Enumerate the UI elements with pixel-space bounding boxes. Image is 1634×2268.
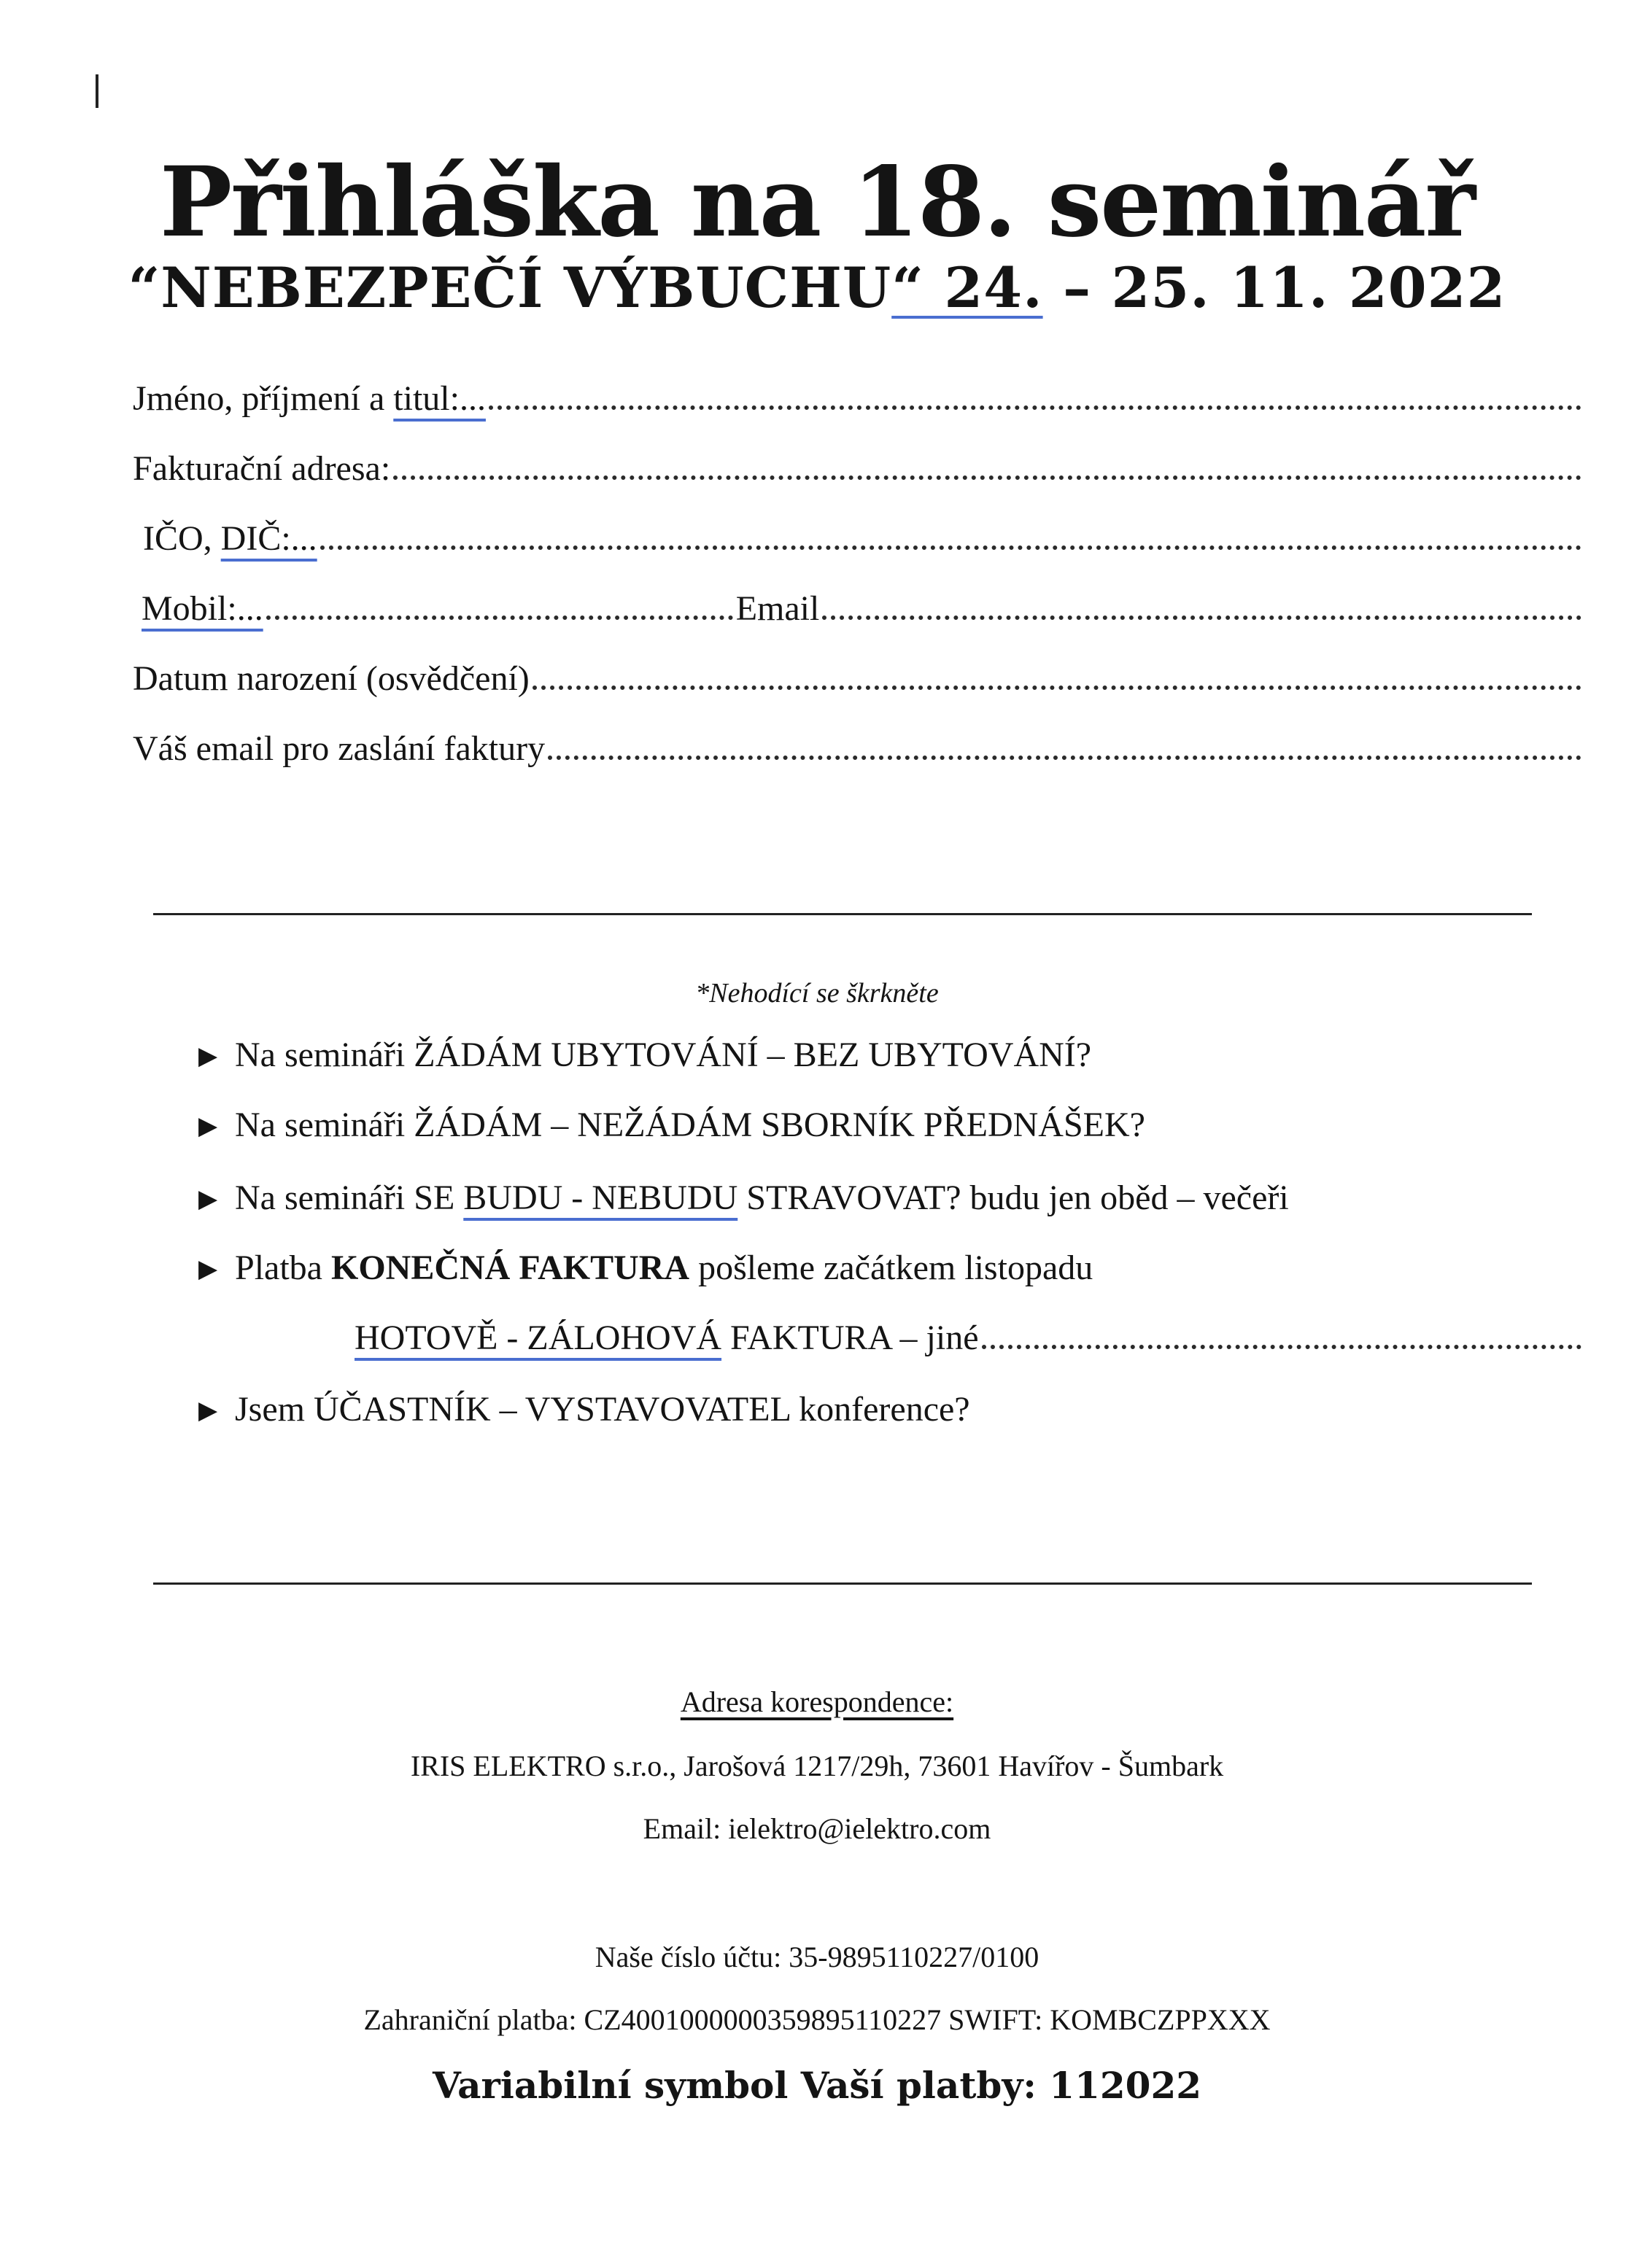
- option-proceedings-text: Na semináři ŽÁDÁM – NEŽÁDÁM SBORNÍK PŘEDNÁŠEK?: [235, 1106, 1145, 1144]
- name-field-row: [133, 372, 1581, 419]
- subtitle-date-start: “ 24.: [891, 255, 1043, 320]
- email-field-label: Email: [735, 589, 820, 628]
- option-payment-text: Platba KONEČNÁ FAKTURA pošleme začátkem listopadu: [235, 1248, 1093, 1287]
- section-divider-top: [153, 913, 1532, 915]
- ico-dic-field-row: [143, 512, 1581, 559]
- bank-account: Naše číslo účtu: 35-9895110227/0100: [595, 1941, 1039, 1973]
- name-field-label: Jméno, příjmení a titul:...: [133, 379, 486, 418]
- address-field-label: Fakturační adresa:: [133, 449, 391, 488]
- ico-dic-field-input[interactable]: [320, 545, 1581, 550]
- page-subtitle: [0, 255, 1634, 320]
- correspondence-heading: Adresa korespondence:: [680, 1685, 954, 1718]
- option-meals-text: Na semináři SE BUDU - NEBUDU STRAVOVAT? budu jen oběd – večeři: [235, 1178, 1289, 1217]
- invoice-email-field-input[interactable]: [548, 756, 1581, 760]
- subtitle-date-end: – 25. 11. 2022: [1042, 255, 1506, 320]
- option-payment[interactable]: [198, 1244, 1093, 1288]
- subtitle-event-name: “NEBEZPEČÍ VÝBUCHU: [128, 255, 892, 320]
- bullet-arrow-icon: ▶: [198, 1186, 218, 1213]
- email-field-input[interactable]: [822, 615, 1581, 620]
- text-cursor: [96, 74, 98, 108]
- option-meals[interactable]: [198, 1174, 1289, 1218]
- option-payment-method: [355, 1314, 1581, 1358]
- bullet-arrow-icon: ▶: [198, 1397, 218, 1424]
- address-field-row: [133, 442, 1581, 489]
- correspondence-email: Email: ielektro@ielektro.com: [643, 1812, 991, 1845]
- option-accommodation-text: Na semináři ŽÁDÁM UBYTOVÁNÍ – BEZ UBYTOVÁNÍ?: [235, 1036, 1092, 1074]
- name-field-input[interactable]: [489, 405, 1581, 410]
- correspondence-address: IRIS ELEKTRO s.r.o., Jarošová 1217/29h, 73601 Havířov - Šumbark: [410, 1749, 1224, 1782]
- address-field-input[interactable]: [393, 475, 1581, 480]
- birth-date-field-label: Datum narození (osvědčení): [133, 659, 530, 698]
- birth-date-field-input[interactable]: [533, 686, 1581, 690]
- ico-dic-field-label: IČO, DIČ:...: [143, 519, 317, 558]
- variable-symbol: Variabilní symbol Vaší platby: 112022: [432, 2064, 1202, 2107]
- birth-date-field-row: [133, 652, 1581, 699]
- option-participant-text: Jsem ÚČASTNÍK – VYSTAVOVATEL konference?: [235, 1390, 970, 1429]
- option-proceedings[interactable]: [198, 1101, 1145, 1145]
- page-title: Přihláška na 18. seminář: [159, 146, 1475, 259]
- foreign-payment: Zahraniční platba: CZ4001000000359895110227 SWIFT: KOMBCZPPXXX: [363, 2003, 1271, 2036]
- mobile-field-label: Mobil:...: [142, 589, 263, 628]
- payment-other-input[interactable]: [982, 1345, 1582, 1349]
- strike-instruction-note: *Nehodící se škrkněte: [695, 978, 939, 1009]
- invoice-email-field-row: [133, 722, 1581, 769]
- option-accommodation[interactable]: [198, 1031, 1091, 1075]
- payment-method-text: HOTOVĚ - ZÁLOHOVÁ FAKTURA – jiné: [355, 1319, 979, 1357]
- mobile-email-field-row: [142, 582, 1581, 629]
- option-participant[interactable]: [198, 1386, 970, 1429]
- bullet-arrow-icon: ▶: [198, 1256, 218, 1283]
- mobile-field-input[interactable]: [266, 615, 733, 620]
- section-divider-bottom: [153, 1582, 1532, 1585]
- bullet-arrow-icon: ▶: [198, 1113, 218, 1140]
- bullet-arrow-icon: ▶: [198, 1043, 218, 1070]
- invoice-email-field-label: Váš email pro zaslání faktury: [133, 729, 546, 768]
